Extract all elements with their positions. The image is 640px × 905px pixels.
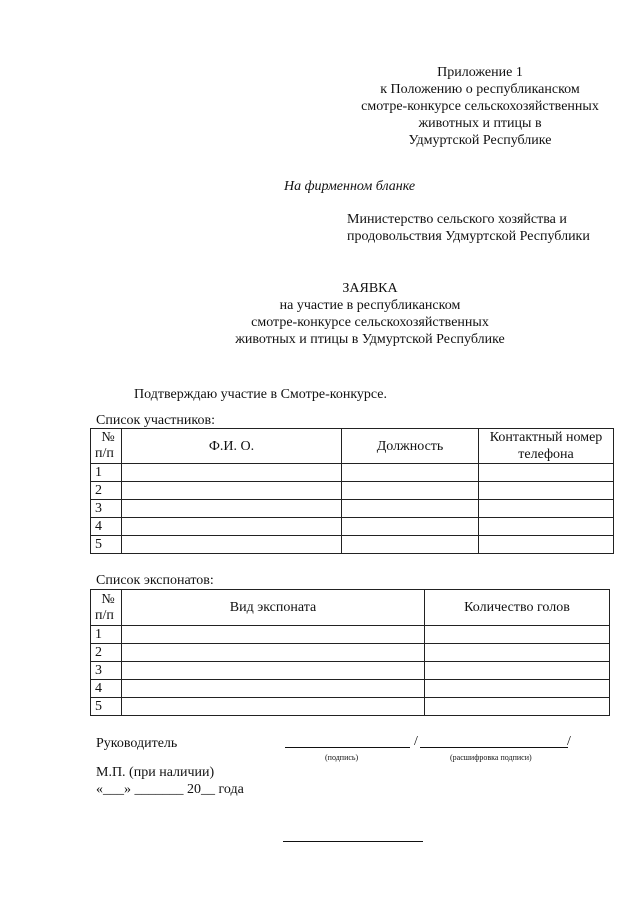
participants-table [90,428,614,554]
name-cell[interactable] [122,536,342,554]
row-number: 1 [91,464,122,482]
appendix-line: смотре-конкурсе сельскохозяйственных [361,99,599,114]
signature-decode-line[interactable] [420,747,568,748]
exhibit-type-cell[interactable] [122,644,425,662]
position-cell[interactable] [342,500,479,518]
row-number: 2 [91,644,122,662]
row-number: 4 [91,518,122,536]
addressee-line: Министерство сельского хозяйства и [347,212,567,227]
appendix-block [330,64,630,149]
header-num-line2: п/п [95,446,114,461]
application-heading [170,280,570,348]
addressee-block [347,211,590,245]
header-position: Должность [342,429,479,464]
row-number: 5 [91,698,122,716]
row-number: 1 [91,626,122,644]
exhibit-type-cell[interactable] [122,680,425,698]
header-name: Ф.И. О. [122,429,342,464]
head-count-cell[interactable] [425,644,610,662]
exhibit-type-cell[interactable] [122,626,425,644]
position-cell[interactable] [342,464,479,482]
row-number: 5 [91,536,122,554]
letterhead-note: На фирменном бланке [284,179,416,194]
name-cell[interactable] [122,518,342,536]
application-title: ЗАЯВКА [342,281,398,296]
exhibit-type-cell[interactable] [122,698,425,716]
table-row [91,482,614,500]
phone-cell[interactable] [479,518,614,536]
appendix-line: Удмуртской Республике [408,133,552,148]
header-num [91,429,122,464]
phone-cell[interactable] [479,500,614,518]
header-num-line2: п/п [95,607,114,623]
header-exhibit-type: Вид экспоната [122,590,425,626]
appendix-line: Приложение 1 [437,65,523,80]
confirmation-text: Подтверждаю участие в Смотре-конкурсе. [134,387,388,402]
head-count-cell[interactable] [425,698,610,716]
position-cell[interactable] [342,518,479,536]
exhibits-table [90,589,610,716]
closing-rule [283,841,423,842]
phone-cell[interactable] [479,482,614,500]
table-row [91,518,614,536]
head-count-cell[interactable] [425,626,610,644]
head-count-cell[interactable] [425,680,610,698]
stamp-note: М.П. (при наличии) [96,765,215,780]
signatory-role: Руководитель [96,736,178,751]
application-line: животных и птицы в Удмуртской Республике [235,332,505,347]
row-number: 2 [91,482,122,500]
header-phone-line1: Контактный номер [489,430,603,445]
exhibit-type-cell[interactable] [122,662,425,680]
participants-caption: Список участников: [96,413,215,428]
header-num-line1: № [101,430,115,445]
exhibits-caption: Список экспонатов: [96,573,214,588]
table-row [91,662,610,680]
table-row [91,464,614,482]
signature-slash-close: / [567,734,571,749]
table-row [91,500,614,518]
addressee-line: продовольствия Удмуртской Республики [347,229,590,244]
row-number: 3 [91,662,122,680]
phone-cell[interactable] [479,536,614,554]
table-row [91,626,610,644]
exhibits-header-row [91,590,610,626]
header-num [91,590,122,626]
row-number: 4 [91,680,122,698]
name-cell[interactable] [122,482,342,500]
phone-cell[interactable] [479,464,614,482]
table-row [91,698,610,716]
signature-decode-caption: (расшифровка подписи) [450,753,532,762]
signature-slash-open: / [414,734,418,749]
header-phone [479,429,614,464]
position-cell[interactable] [342,536,479,554]
row-number: 3 [91,500,122,518]
signature-line[interactable] [285,747,410,748]
appendix-line: к Положению о республиканском [380,82,580,97]
date-line[interactable]: «___» _______ 20__ года [96,782,244,797]
application-line: смотре-конкурсе сельскохозяйственных [251,315,489,330]
name-cell[interactable] [122,500,342,518]
table-row [91,536,614,554]
position-cell[interactable] [342,482,479,500]
signature-caption: (подпись) [325,753,359,762]
table-row [91,680,610,698]
head-count-cell[interactable] [425,662,610,680]
header-head-count: Количество голов [425,590,610,626]
table-row [91,644,610,662]
participants-header-row [91,429,614,464]
appendix-line: животных и птицы в [418,116,542,131]
header-num-line1: № [101,591,115,607]
header-phone-line2: телефона [518,447,574,462]
name-cell[interactable] [122,464,342,482]
application-line: на участие в республиканском [279,298,461,313]
